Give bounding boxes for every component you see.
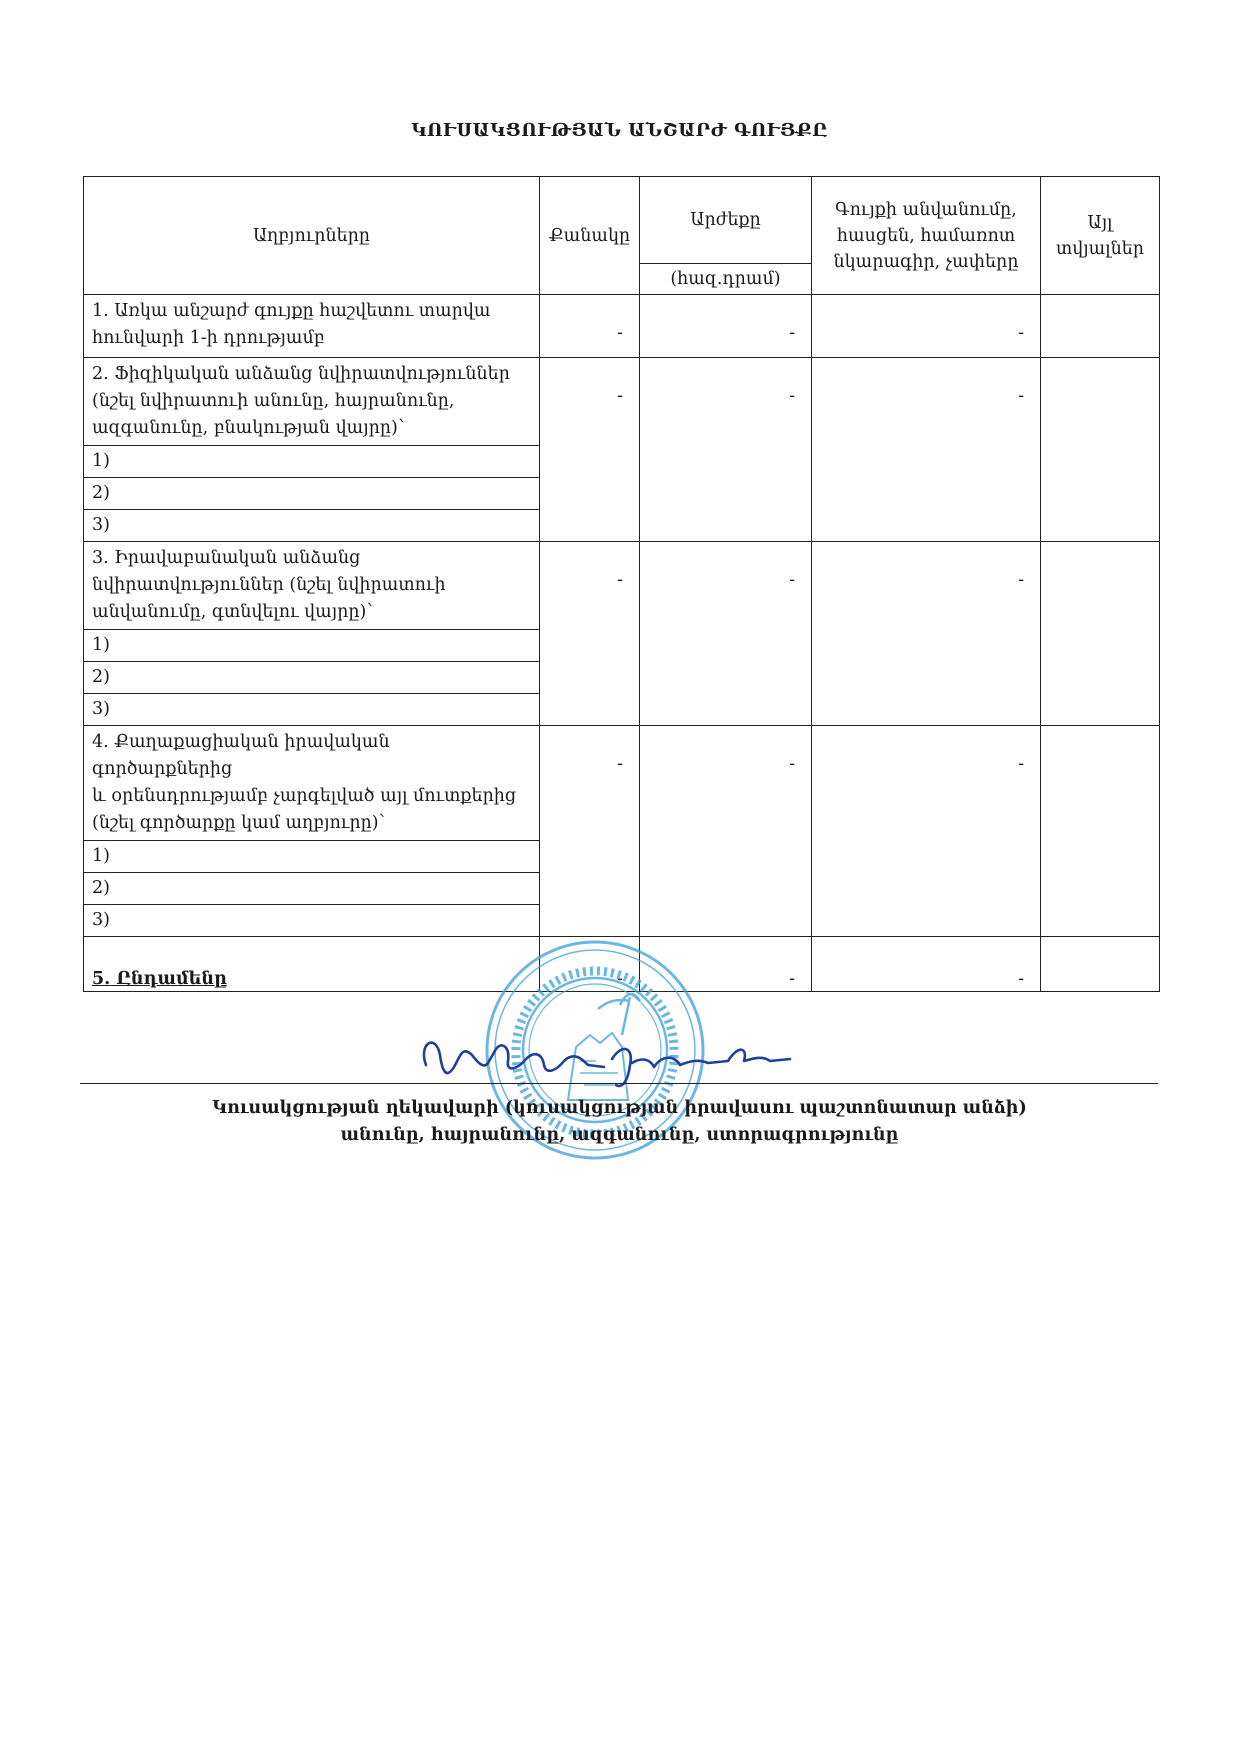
sub-item: 2)	[84, 873, 540, 905]
total-other	[1041, 937, 1160, 992]
sub-item: 3)	[84, 510, 540, 542]
quantity-cell: -	[540, 726, 640, 937]
header-sources: Աղբյուրները	[84, 177, 540, 295]
signature-icon	[418, 1025, 818, 1095]
row-label	[84, 726, 540, 841]
table-row	[84, 295, 1160, 358]
signature-caption-line2: անունը, հայրանունը, ազգանունը, ստորագրությունը	[340, 1125, 899, 1145]
row-label-line2: հունվարի 1-ի դրությամբ	[92, 328, 325, 348]
row-label-line3: անվանումը, գտնվելու վայրը)՝	[92, 602, 373, 622]
quantity-cell: -	[540, 358, 640, 542]
property-cell: -	[812, 295, 1041, 358]
row-label	[84, 542, 540, 630]
header-property-line3: նկարագիր, չափերը	[833, 251, 1019, 272]
row-label	[84, 358, 540, 446]
property-cell: -	[812, 542, 1041, 726]
value-cell: -	[640, 358, 812, 542]
signature-line	[80, 1083, 1158, 1084]
header-other	[1041, 177, 1160, 295]
sub-item: 2)	[84, 662, 540, 694]
header-other-line1: Այլ	[1087, 212, 1113, 233]
header-property-line2: հասցեն, համառոտ	[836, 225, 1016, 246]
other-cell	[1041, 726, 1160, 937]
row-label-line1: 1. Առկա անշարժ գույքը հաշվետու տարվա	[92, 301, 491, 321]
header-value: Արժեքը	[640, 177, 812, 264]
other-cell	[1041, 358, 1160, 542]
property-cell: -	[812, 726, 1041, 937]
header-property-line1: Գույքի անվանումը,	[835, 199, 1017, 220]
other-cell	[1041, 542, 1160, 726]
total-property: -	[812, 937, 1041, 992]
property-cell: -	[812, 358, 1041, 542]
row-label-line3: (նշել գործարքը կամ աղբյուրը)՝	[92, 813, 385, 833]
signature-caption	[0, 1095, 1239, 1149]
sub-item: 3)	[84, 905, 540, 937]
row-label-line2: (նշել նվիրատուի անունը, հայրանունը,	[92, 391, 455, 411]
sub-item: 1)	[84, 630, 540, 662]
table-row	[84, 726, 1160, 841]
quantity-cell: -	[540, 542, 640, 726]
total-quantity: -	[540, 937, 640, 992]
document-title: ԿՈՒՍԱԿՑՈՒԹՅԱՆ ԱՆՇԱՐԺ ԳՈՒՅՔԸ	[411, 120, 828, 141]
sub-item: 3)	[84, 694, 540, 726]
sub-item: 2)	[84, 478, 540, 510]
sub-item: 1)	[84, 841, 540, 873]
property-table	[83, 176, 1160, 992]
total-label: 5. Ընդամենը	[84, 937, 540, 992]
row-label-line1: 4. Քաղաքացիական իրավական գործարքներից	[92, 732, 390, 779]
table-row	[84, 358, 1160, 446]
header-value-unit: (հազ.դրամ)	[640, 264, 812, 295]
row-label-line3: ազգանունը, բնակության վայրը)՝	[92, 418, 405, 438]
header-property	[812, 177, 1041, 295]
row-label-line1: 3. Իրավաբանական անձանց	[92, 548, 361, 568]
table-row	[84, 542, 1160, 630]
row-label-line1: 2. Ֆիզիկական անձանց նվիրատվություններ	[92, 364, 510, 384]
row-label-line2: և օրենսդրությամբ չարգելված այլ մուտքերից	[92, 786, 517, 806]
value-cell: -	[640, 295, 812, 358]
total-value: -	[640, 937, 812, 992]
other-cell	[1041, 295, 1160, 358]
value-cell: -	[640, 726, 812, 937]
signature-caption-line1: Կուսակցության ղեկավարի (կուսակցության իրավասու պաշտոնատար անձի)	[212, 1098, 1027, 1118]
quantity-cell: -	[540, 295, 640, 358]
header-row	[84, 177, 1160, 264]
row-label	[84, 295, 540, 358]
value-cell: -	[640, 542, 812, 726]
row-label-line2: նվիրատվություններ (նշել նվիրատուի	[92, 575, 446, 595]
sub-item: 1)	[84, 446, 540, 478]
header-quantity: Քանակը	[540, 177, 640, 295]
header-other-line2: տվյալներ	[1055, 238, 1145, 259]
